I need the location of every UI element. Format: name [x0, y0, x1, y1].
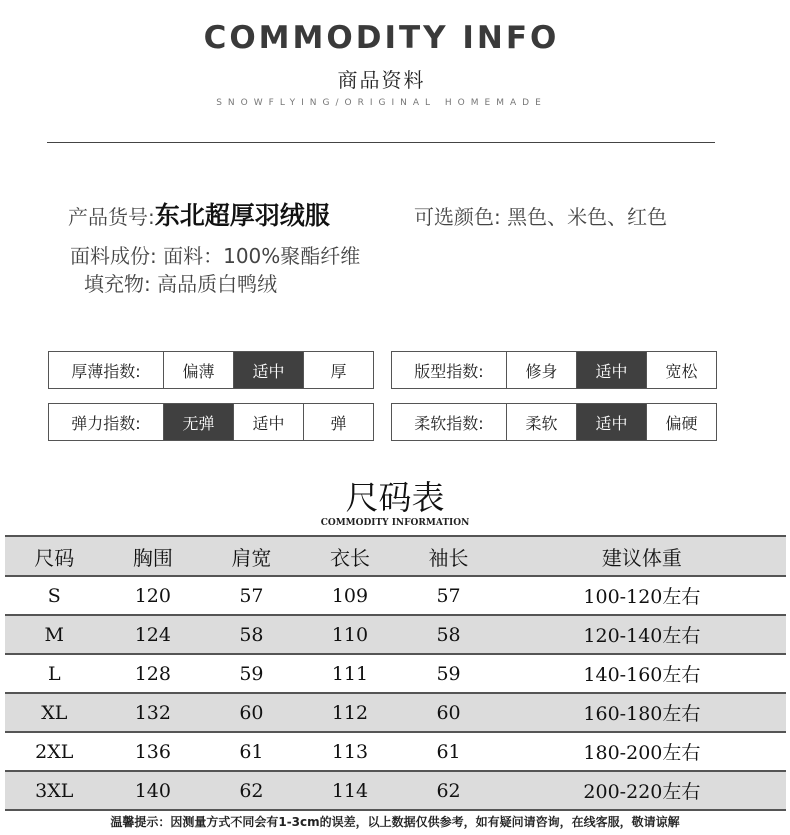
index-option: 宽松	[646, 352, 716, 388]
fabric-label: 面料成份:	[70, 244, 157, 268]
table-cell: 112	[331, 701, 369, 724]
table-cell: 180-200左右	[583, 742, 701, 764]
table-cell: 60	[239, 701, 264, 724]
index-softness	[391, 403, 717, 441]
brand-tagline: SNOWFLYING/ORIGINAL HOMEMADE	[216, 98, 547, 108]
filler-value: 高品质白鸭绒	[157, 272, 278, 296]
table-cell: 120-140左右	[583, 625, 701, 647]
table-cell: 109	[331, 584, 369, 607]
table-cell: 132	[134, 701, 171, 724]
table-cell: 140-160左右	[583, 664, 701, 686]
index-option: 弹	[303, 404, 373, 440]
footer-note: 温馨提示：因测量方式不同会有1-3cm的误差，以上数据仅供参考，如有疑问请咨询，在线客服，敬请谅解	[110, 815, 680, 829]
table-cell: 59	[239, 662, 264, 685]
table-row	[5, 576, 786, 615]
table-cell: 111	[331, 662, 369, 685]
table-cell: M	[44, 623, 65, 646]
index-option: 偏硬	[646, 404, 716, 440]
table-cell: 113	[331, 740, 369, 763]
index-label: 版型指数:	[414, 361, 484, 381]
size-chart-subtitle: COMMODITY INFORMATION	[320, 518, 470, 528]
index-option-selected: 适中	[233, 352, 303, 388]
index-elasticity	[48, 403, 374, 441]
table-cell: 114	[331, 779, 369, 802]
column-header: 衣长	[301, 536, 400, 576]
item-number-row	[68, 196, 330, 232]
item-number-value: 东北超厚羽绒服	[154, 201, 330, 230]
index-option-selected: 适中	[576, 404, 646, 440]
colors-row	[414, 201, 667, 230]
table-cell: 3XL	[35, 779, 74, 802]
table-row	[5, 654, 786, 693]
fabric-row	[70, 240, 360, 269]
size-chart-table	[5, 535, 786, 811]
table-cell: 124	[134, 623, 171, 646]
table-cell: 60	[436, 701, 461, 724]
table-cell: 61	[239, 740, 264, 763]
index-fit	[391, 351, 717, 389]
table-cell: 58	[436, 623, 461, 646]
table-cell: 62	[436, 779, 461, 802]
table-cell: 62	[239, 779, 264, 802]
filler-label: 填充物:	[84, 272, 151, 296]
index-thickness	[48, 351, 374, 389]
index-option: 柔软	[506, 404, 576, 440]
index-option: 适中	[233, 404, 303, 440]
fabric-value: 面料：100%聚酯纤维	[163, 244, 361, 268]
table-row	[5, 615, 786, 654]
colors-value: 黑色、米色、红色	[507, 205, 668, 229]
column-header: 尺码	[5, 536, 104, 576]
table-header-row	[5, 536, 786, 576]
colors-label: 可选颜色:	[414, 205, 501, 229]
index-label: 弹力指数:	[71, 413, 141, 433]
index-option: 厚	[303, 352, 373, 388]
filler-row	[84, 268, 277, 297]
table-row	[5, 771, 786, 810]
table-cell: 59	[436, 662, 461, 685]
table-cell: 58	[239, 623, 264, 646]
table-cell: S	[47, 584, 61, 607]
column-header: 建议体重	[498, 536, 786, 576]
table-cell: L	[47, 662, 61, 685]
table-cell: 140	[134, 779, 171, 802]
column-header: 肩宽	[202, 536, 301, 576]
table-row	[5, 693, 786, 732]
divider-line	[47, 142, 715, 143]
size-chart-title: 尺码表	[345, 478, 445, 517]
table-cell: 110	[331, 623, 369, 646]
table-cell: 61	[436, 740, 461, 763]
table-cell: 120	[134, 584, 171, 607]
column-header: 袖长	[399, 536, 498, 576]
column-header: 胸围	[104, 536, 203, 576]
title-english: COMMODITY INFO	[203, 20, 560, 56]
table-cell: 2XL	[35, 740, 74, 763]
table-cell: 136	[134, 740, 171, 763]
title-chinese: 商品资料	[337, 68, 426, 92]
index-label: 厚薄指数:	[71, 361, 141, 381]
table-cell: XL	[41, 701, 68, 724]
item-number-label: 产品货号:	[68, 205, 155, 229]
table-row	[5, 732, 786, 771]
index-option-selected: 适中	[576, 352, 646, 388]
index-option-selected: 无弹	[163, 404, 233, 440]
table-cell: 100-120左右	[583, 586, 701, 608]
table-cell: 57	[436, 584, 461, 607]
table-cell: 160-180左右	[583, 703, 701, 725]
table-cell: 57	[239, 584, 264, 607]
table-cell: 200-220左右	[583, 781, 701, 803]
index-option: 修身	[506, 352, 576, 388]
table-cell: 128	[134, 662, 171, 685]
index-option: 偏薄	[163, 352, 233, 388]
index-label: 柔软指数:	[414, 413, 484, 433]
